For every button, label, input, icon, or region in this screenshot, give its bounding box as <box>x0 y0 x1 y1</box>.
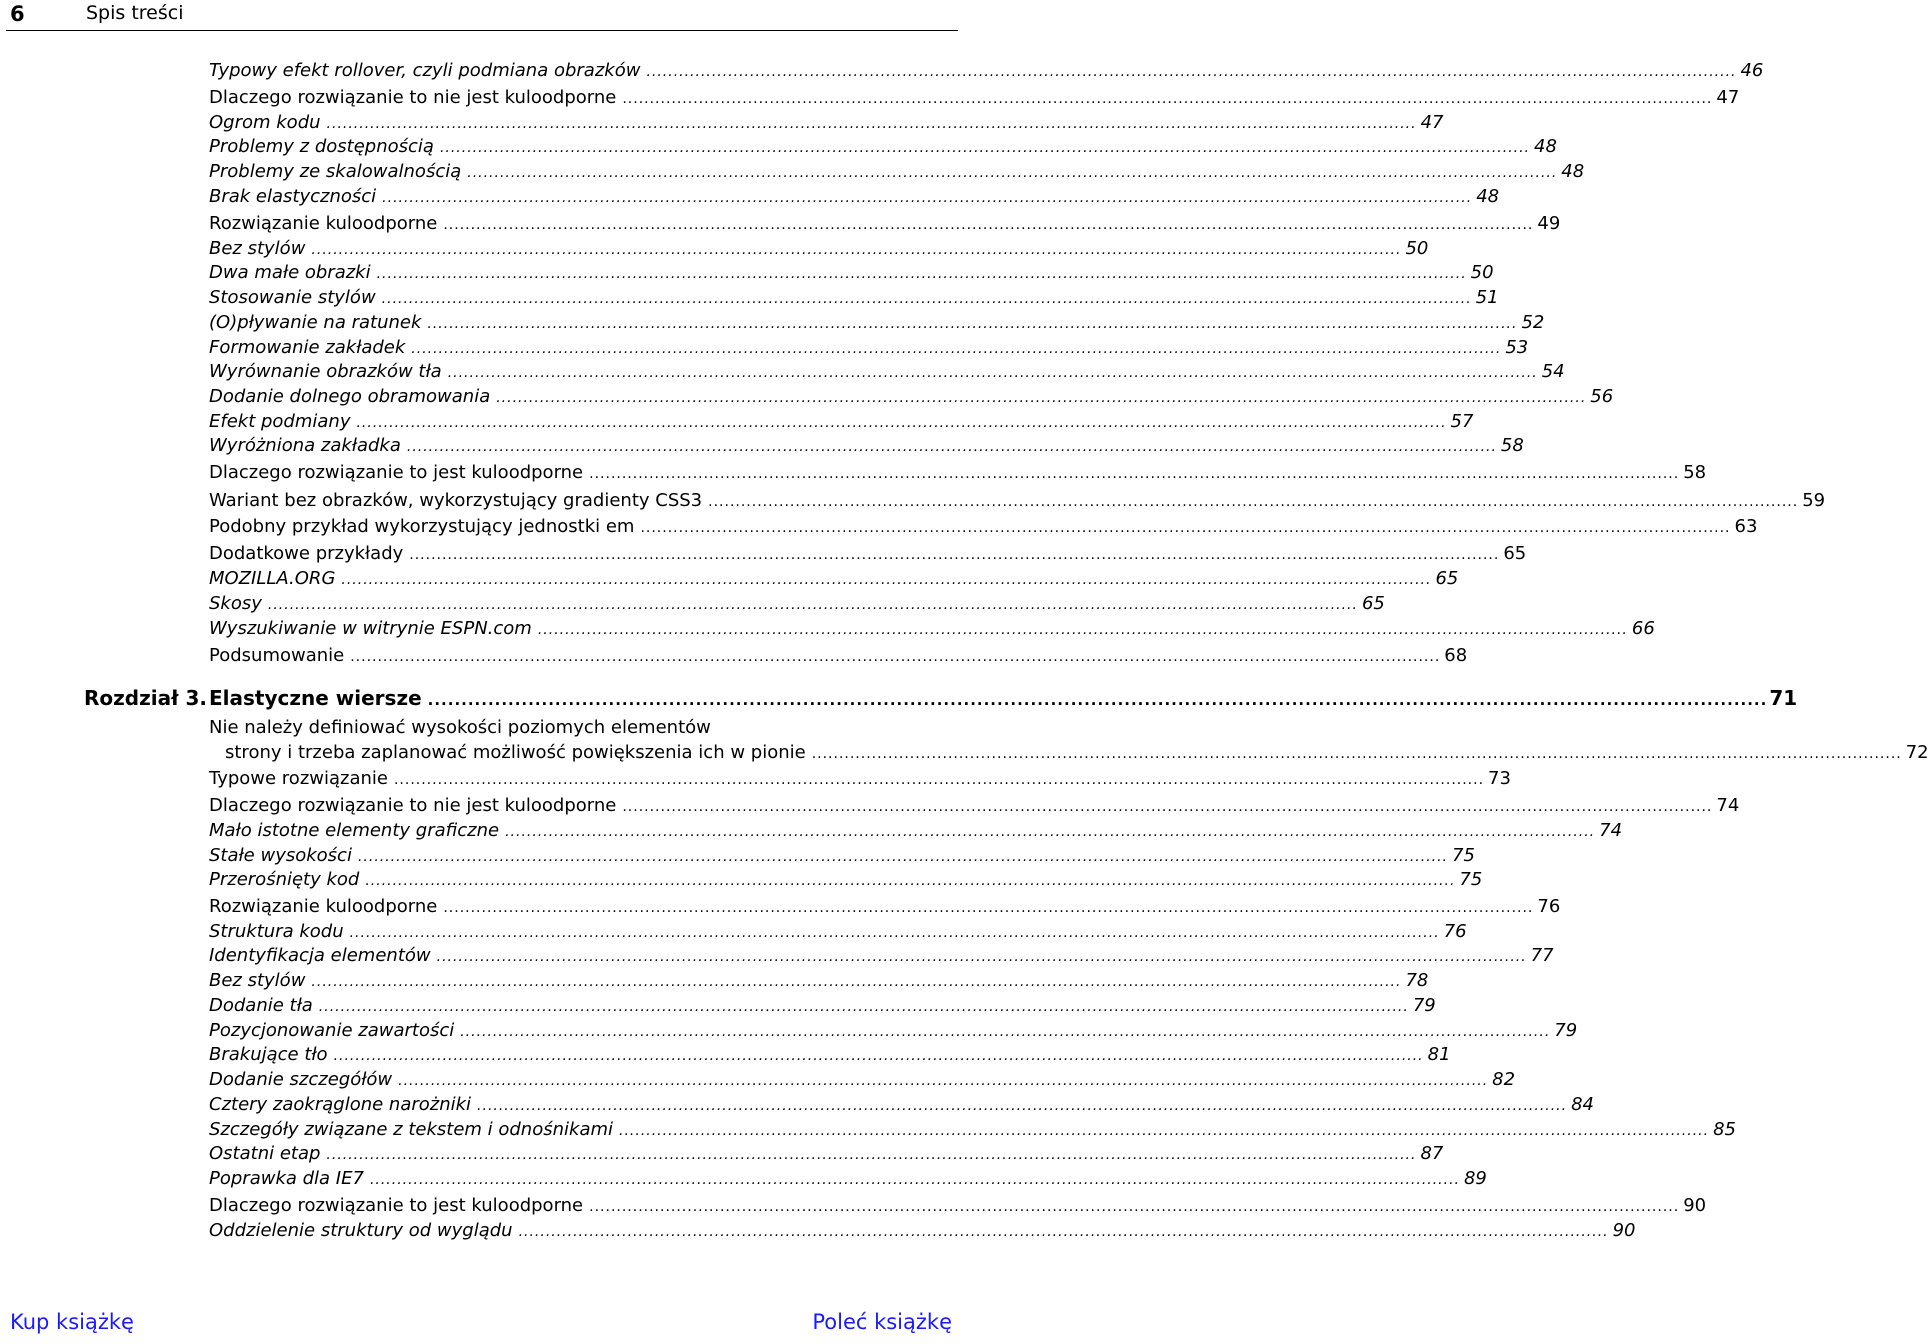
toc-entry <box>209 970 1429 994</box>
toc-entry <box>209 820 1623 844</box>
toc-entry <box>209 186 1500 210</box>
toc-entry-page: 57 <box>1450 411 1474 432</box>
dot-leader: ........................................................................................................................................................................................................ <box>406 439 1497 455</box>
toc-entry-title: Bez stylów <box>209 238 306 259</box>
toc-entry <box>209 1094 1594 1118</box>
toc-entry-page: 84 <box>1571 1094 1594 1115</box>
dot-leader: ........................................................................................................................................................................................................ <box>411 341 1502 357</box>
toc-entry-title: Typowy efekt rollover, czyli podmiana obrazków <box>209 60 641 81</box>
toc-entry-page: 75 <box>1452 845 1475 866</box>
toc-entry-page: 89 <box>1463 1168 1487 1189</box>
toc-entry-title: Mało istotne elementy graficzne <box>209 820 500 841</box>
toc-entry <box>209 593 1385 617</box>
dot-leader: ........................................................................................................................................................................................................ <box>439 140 1530 156</box>
page-header <box>6 0 952 30</box>
dot-leader: ........................................................................................................................................................................................................ <box>518 1224 1609 1240</box>
toc-entry-page: 50 <box>1470 262 1494 283</box>
toc-entry-page: 65 <box>1503 543 1527 564</box>
toc-entry-title: Rozwiązanie kuloodporne <box>209 213 438 234</box>
toc-entry <box>209 161 1585 185</box>
dot-leader: ........................................................................................................................................................................................................ <box>376 266 1467 282</box>
toc-entry-title: Brak elastyczności <box>209 186 377 207</box>
dot-leader: ........................................................................................................................................................................................................ <box>811 746 1902 762</box>
dot-leader: ........................................................................................................................................................................................................ <box>708 494 1799 510</box>
toc-entry <box>209 337 1529 361</box>
toc-entry <box>209 136 1557 160</box>
toc-entry-title: Wyróżniona zakładka <box>209 435 401 456</box>
toc-entry <box>209 845 1475 869</box>
dot-leader: ........................................................................................................................................................................................................ <box>460 1024 1551 1040</box>
toc-entry-title: Pozycjonowanie zawartości <box>209 1020 455 1041</box>
toc-entry-page: 54 <box>1541 361 1565 382</box>
toc-entry <box>209 490 1826 514</box>
toc-entry-page: 76 <box>1537 896 1561 917</box>
toc-entry-title: Podsumowanie <box>209 645 345 666</box>
dot-leader: ........................................................................................................................................................................................................ <box>640 520 1731 536</box>
toc-entry <box>209 1020 1578 1044</box>
toc-entry-page: 77 <box>1530 945 1554 966</box>
dot-leader: ........................................................................................................................................................................................................ <box>505 824 1596 840</box>
toc-entry-page: 79 <box>1412 995 1436 1016</box>
toc-entry-title: Wyrównanie obrazków tła <box>209 361 442 382</box>
toc-entry <box>209 645 1468 669</box>
toc-entry <box>209 543 1527 567</box>
toc-entry-page: 79 <box>1554 1020 1578 1041</box>
toc-entry-title: Wyszukiwanie w witrynie ESPN.com <box>209 618 532 639</box>
toc-entry-page: 66 <box>1631 618 1655 639</box>
toc-entry-page: 49 <box>1537 213 1561 234</box>
dot-leader: ........................................................................................................................................................................................................ <box>356 415 1447 431</box>
toc-entry <box>209 60 1764 84</box>
dot-leader: ........................................................................................................................................................................................................ <box>447 365 1538 381</box>
toc-entry-page: 65 <box>1361 593 1385 614</box>
toc-entry <box>209 386 1614 410</box>
dot-leader: ........................................................................................................................................................................................................ <box>646 64 1737 80</box>
toc-entry-page: 48 <box>1534 136 1557 157</box>
toc-entry-page: 87 <box>1420 1143 1444 1164</box>
toc-entry-page: 74 <box>1599 820 1623 841</box>
toc-entry-page: 47 <box>1716 87 1740 108</box>
buy-book-link[interactable]: Kup książkę <box>10 1310 134 1334</box>
toc-entry-page: 58 <box>1500 435 1524 456</box>
toc-entry-title: Dodanie tła <box>209 995 313 1016</box>
toc-entry-title: Oddzielenie struktury od wyglądu <box>209 1220 513 1241</box>
toc-entry-page: 68 <box>1444 645 1468 666</box>
toc-entry-title: Dlaczego rozwiązanie to nie jest kuloodporne <box>209 795 617 816</box>
dot-leader: ........................................................................................................................................................................................................ <box>333 1048 1424 1064</box>
chapter-page: 71 <box>1769 686 1798 710</box>
toc-entry-title: Problemy z dostępnością <box>209 136 434 157</box>
toc-entry-page: 81 <box>1427 1044 1451 1065</box>
dot-leader: ........................................................................................................................................................................................................ <box>443 900 1534 916</box>
dot-leader: ........................................................................................................................................................................................................ <box>427 316 1518 332</box>
toc-entry <box>209 262 1494 286</box>
toc-entry-title: Ogrom kodu <box>209 112 321 133</box>
toc-entry <box>209 795 1740 819</box>
toc-entry-title: Dodanie szczegółów <box>209 1069 393 1090</box>
toc-entry-page: 47 <box>1420 112 1444 133</box>
toc-entry-title: Wariant bez obrazków, wykorzystujący gradienty CSS3 <box>209 490 703 511</box>
toc-entry <box>209 768 1511 792</box>
toc-entry-title: Ostatni etap <box>209 1143 321 1164</box>
dot-leader: ........................................................................................................................................................................................................ <box>311 974 1402 990</box>
toc-entry-title: Identyfikacja elementów <box>209 945 431 966</box>
toc-entry-page: 72 <box>1905 742 1929 763</box>
toc-entry-page: 48 <box>1561 161 1585 182</box>
toc-entry-title: Dodatkowe przykłady <box>209 543 404 564</box>
dot-leader: ........................................................................................................................................................................................................ <box>326 116 1417 132</box>
dot-leader: ........................................................................................................................................................................................................ <box>622 799 1713 815</box>
toc-entry-page: 78 <box>1405 970 1429 991</box>
toc-entry-page: 48 <box>1476 186 1500 207</box>
dot-leader: ........................................................................................................................................................................................................ <box>427 691 1768 709</box>
dot-leader: ........................................................................................................................................................................................................ <box>341 572 1432 588</box>
toc-entry-line2: strony i trzeba zaplanować możliwość powiększenia ich w pionie <box>225 742 806 763</box>
toc-entry <box>209 361 1565 385</box>
toc-entry-page: 53 <box>1505 337 1529 358</box>
dot-leader: ........................................................................................................................................................................................................ <box>369 1172 1460 1188</box>
dot-leader: ........................................................................................................................................................................................................ <box>467 165 1558 181</box>
toc-entry <box>209 995 1436 1019</box>
toc-entry-page: 65 <box>1435 568 1459 589</box>
toc-entry <box>209 1220 1636 1244</box>
toc-entry-title: Brakujące tło <box>209 1044 328 1065</box>
dot-leader: ........................................................................................................................................................................................................ <box>357 849 1449 865</box>
toc-entry-page: 82 <box>1492 1069 1516 1090</box>
dot-leader: ........................................................................................................................................................................................................ <box>393 772 1485 788</box>
dot-leader: ........................................................................................................................................................................................................ <box>589 1199 1680 1215</box>
toc-entry-title: Przerośnięty kod <box>209 869 360 890</box>
toc-entry-page: 58 <box>1683 462 1707 483</box>
toc-entry-title: Bez stylów <box>209 970 306 991</box>
dot-leader: ........................................................................................................................................................................................................ <box>365 873 1456 889</box>
dot-leader: ........................................................................................................................................................................................................ <box>382 190 1473 206</box>
dot-leader: ........................................................................................................................................................................................................ <box>619 1123 1710 1139</box>
header-rule <box>6 30 958 31</box>
dot-leader: ........................................................................................................................................................................................................ <box>436 949 1527 965</box>
dot-leader: ........................................................................................................................................................................................................ <box>398 1073 1489 1089</box>
toc-entry <box>209 516 1758 540</box>
toc-entry-multiline <box>209 717 1929 766</box>
toc-entry-title: Skosy <box>209 593 262 614</box>
dot-leader: ........................................................................................................................................................................................................ <box>311 242 1402 258</box>
toc-entry-title: Cztery zaokrąglone narożniki <box>209 1094 472 1115</box>
dot-leader: ........................................................................................................................................................................................................ <box>496 390 1587 406</box>
dot-leader: ........................................................................................................................................................................................................ <box>443 217 1534 233</box>
chapter-heading <box>84 686 1798 714</box>
running-title: Spis treści <box>86 2 184 24</box>
toc-entry <box>209 462 1707 486</box>
dot-leader: ........................................................................................................................................................................................................ <box>409 547 1500 563</box>
toc-entry <box>209 896 1561 920</box>
toc-entry-title: Dlaczego rozwiązanie to nie jest kuloodporne <box>209 87 617 108</box>
toc-entry-page: 76 <box>1443 921 1467 942</box>
toc-entry-page: 90 <box>1612 1220 1636 1241</box>
toc-entry-title: MOZILLA.ORG <box>209 568 336 589</box>
toc-entry-title: Szczegóły związane z tekstem i odnośnikami <box>209 1119 614 1140</box>
toc-entry-page: 56 <box>1590 386 1614 407</box>
toc-entry <box>209 1044 1451 1068</box>
toc-entry-title: Dlaczego rozwiązanie to jest kuloodporne <box>209 462 584 483</box>
recommend-book-link[interactable]: Poleć książkę <box>812 1310 952 1334</box>
toc-entry <box>209 945 1554 969</box>
toc-entry-title: Problemy ze skalowalnością <box>209 161 462 182</box>
toc-entry-page: 85 <box>1713 1119 1736 1140</box>
toc-entry-page: 51 <box>1475 287 1499 308</box>
toc-entry <box>209 238 1429 262</box>
toc-entry <box>209 568 1459 592</box>
toc-entry-page: 52 <box>1521 312 1545 333</box>
page-number: 6 <box>10 2 25 26</box>
chapter-title: Elastyczne wiersze <box>209 686 422 710</box>
toc-entry <box>209 1195 1707 1219</box>
toc-entry <box>209 921 1467 945</box>
toc-entry <box>209 1143 1444 1167</box>
toc-entry <box>209 87 1740 111</box>
toc-entry <box>209 1168 1487 1192</box>
toc-entry-title: Struktura kodu <box>209 921 344 942</box>
toc-entry <box>209 112 1444 136</box>
toc-entry-title: Dodanie dolnego obramowania <box>209 386 491 407</box>
dot-leader: ........................................................................................................................................................................................................ <box>318 999 1409 1015</box>
toc-entry-page: 75 <box>1459 869 1483 890</box>
toc-entry-title: Dlaczego rozwiązanie to jest kuloodporne <box>209 1195 584 1216</box>
toc-entry-page: 74 <box>1716 795 1740 816</box>
dot-leader: ........................................................................................................................................................................................................ <box>589 466 1680 482</box>
toc-entry-title: Stałe wysokości <box>209 845 352 866</box>
toc-entry-page: 50 <box>1405 238 1429 259</box>
dot-leader: ........................................................................................................................................................................................................ <box>381 291 1472 307</box>
dot-leader: ........................................................................................................................................................................................................ <box>350 649 1441 665</box>
toc-entry <box>209 435 1524 459</box>
dot-leader: ........................................................................................................................................................................................................ <box>622 91 1713 107</box>
chapter-label: Rozdział 3. <box>84 686 207 710</box>
toc-entry-title: Podobny przykład wykorzystujący jednostki em <box>209 516 635 537</box>
toc-entry <box>209 312 1545 336</box>
toc-entry <box>209 1069 1516 1093</box>
toc-entry-page: 59 <box>1802 490 1826 511</box>
toc-entry-page: 46 <box>1740 60 1764 81</box>
dot-leader: ........................................................................................................................................................................................................ <box>267 597 1358 613</box>
toc-entry-page: 90 <box>1683 1195 1707 1216</box>
dot-leader: ........................................................................................................................................................................................................ <box>537 622 1628 638</box>
toc-entry-page: 63 <box>1734 516 1758 537</box>
toc-entry <box>209 411 1474 435</box>
toc-entry-page: 73 <box>1488 768 1511 789</box>
toc-entry-title: Rozwiązanie kuloodporne <box>209 896 438 917</box>
toc-entry <box>209 869 1483 893</box>
dot-leader: ........................................................................................................................................................................................................ <box>326 1147 1417 1163</box>
toc-entry <box>209 618 1655 642</box>
toc-entry-title: Poprawka dla IE7 <box>209 1168 364 1189</box>
toc-entry-title: Formowanie zakładek <box>209 337 406 358</box>
toc-entry <box>209 213 1561 237</box>
dot-leader: ........................................................................................................................................................................................................ <box>477 1098 1568 1114</box>
toc-entry-title: Typowe rozwiązanie <box>209 768 388 789</box>
toc-entry-title: (O)pływanie na ratunek <box>209 312 422 333</box>
toc-entry-line1: Nie należy definiować wysokości poziomych elementów <box>209 717 711 738</box>
toc-entry-title: Efekt podmiany <box>209 411 351 432</box>
dot-leader: ........................................................................................................................................................................................................ <box>349 925 1440 941</box>
toc-entry <box>209 287 1499 311</box>
toc-entry-title: Stosowanie stylów <box>209 287 376 308</box>
toc-entry-title: Dwa małe obrazki <box>209 262 371 283</box>
toc-entry <box>209 1119 1736 1143</box>
